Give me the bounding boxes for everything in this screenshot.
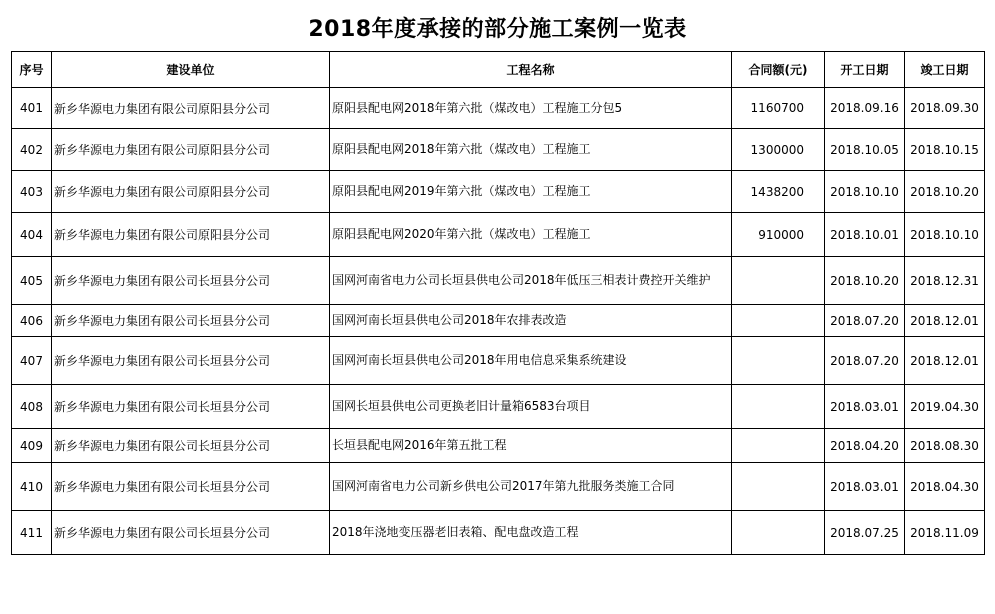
header-project: 工程名称 <box>330 52 732 88</box>
cell-end-date: 2018.10.15 <box>905 129 985 171</box>
cell-end-date: 2018.10.20 <box>905 171 985 213</box>
table-row <box>12 337 985 385</box>
projects-table <box>11 51 985 555</box>
cell-no: 404 <box>12 213 52 257</box>
cell-no: 408 <box>12 385 52 429</box>
table-row <box>12 129 985 171</box>
table-header-row <box>12 52 985 88</box>
cell-start-date: 2018.10.05 <box>825 129 905 171</box>
cell-unit: 新乡华源电力集团有限公司长垣县分公司 <box>52 337 330 385</box>
page-title: 2018年度承接的部分施工案例一览表 <box>308 17 687 42</box>
cell-start-date: 2018.04.20 <box>825 429 905 463</box>
cell-no: 402 <box>12 129 52 171</box>
cell-unit: 新乡华源电力集团有限公司长垣县分公司 <box>52 257 330 305</box>
table-row <box>12 429 985 463</box>
cell-end-date: 2018.11.09 <box>905 511 985 555</box>
cell-start-date: 2018.07.25 <box>825 511 905 555</box>
cell-no: 411 <box>12 511 52 555</box>
cell-no: 403 <box>12 171 52 213</box>
cell-no: 410 <box>12 463 52 511</box>
cell-no: 409 <box>12 429 52 463</box>
cell-project: 国网河南长垣县供电公司2018年农排表改造 <box>330 305 732 337</box>
cell-amount <box>732 429 825 463</box>
cell-unit: 新乡华源电力集团有限公司长垣县分公司 <box>52 511 330 555</box>
table-row <box>12 305 985 337</box>
cell-amount: 1160700 <box>732 88 825 129</box>
cell-project: 原阳县配电网2020年第六批（煤改电）工程施工 <box>330 213 732 257</box>
cell-unit: 新乡华源电力集团有限公司长垣县分公司 <box>52 385 330 429</box>
cell-no: 401 <box>12 88 52 129</box>
cell-start-date: 2018.07.20 <box>825 337 905 385</box>
cell-end-date: 2018.04.30 <box>905 463 985 511</box>
cell-end-date: 2018.09.30 <box>905 88 985 129</box>
table-row <box>12 171 985 213</box>
cell-end-date: 2018.08.30 <box>905 429 985 463</box>
cell-amount: 1300000 <box>732 129 825 171</box>
cell-amount <box>732 385 825 429</box>
cell-amount: 1438200 <box>732 171 825 213</box>
cell-no: 406 <box>12 305 52 337</box>
cell-project: 国网河南省电力公司长垣县供电公司2018年低压三相表计费控开关维护 <box>330 257 732 305</box>
cell-start-date: 2018.09.16 <box>825 88 905 129</box>
table-row <box>12 511 985 555</box>
table-row <box>12 463 985 511</box>
cell-start-date: 2018.03.01 <box>825 385 905 429</box>
cell-unit: 新乡华源电力集团有限公司长垣县分公司 <box>52 429 330 463</box>
cell-no: 405 <box>12 257 52 305</box>
cell-project: 原阳县配电网2018年第六批（煤改电）工程施工 <box>330 129 732 171</box>
cell-unit: 新乡华源电力集团有限公司长垣县分公司 <box>52 305 330 337</box>
cell-project: 原阳县配电网2018年第六批（煤改电）工程施工分包5 <box>330 88 732 129</box>
header-amount: 合同额(元) <box>732 52 825 88</box>
cell-project: 2018年浇地变压器老旧表箱、配电盘改造工程 <box>330 511 732 555</box>
cell-end-date: 2018.12.01 <box>905 337 985 385</box>
table-row <box>12 88 985 129</box>
cell-start-date: 2018.07.20 <box>825 305 905 337</box>
cell-unit: 新乡华源电力集团有限公司原阳县分公司 <box>52 129 330 171</box>
cell-amount <box>732 463 825 511</box>
cell-end-date: 2018.12.31 <box>905 257 985 305</box>
cell-no: 407 <box>12 337 52 385</box>
header-unit: 建设单位 <box>52 52 330 88</box>
table-row <box>12 213 985 257</box>
header-end-date: 竣工日期 <box>905 52 985 88</box>
cell-amount <box>732 305 825 337</box>
table-row <box>12 257 985 305</box>
cell-project: 国网河南省电力公司新乡供电公司2017年第九批服务类施工合同 <box>330 463 732 511</box>
header-start-date: 开工日期 <box>825 52 905 88</box>
cell-project: 国网河南长垣县供电公司2018年用电信息采集系统建设 <box>330 337 732 385</box>
cell-project: 国网长垣县供电公司更换老旧计量箱6583台项目 <box>330 385 732 429</box>
cell-start-date: 2018.10.20 <box>825 257 905 305</box>
cell-project: 原阳县配电网2019年第六批（煤改电）工程施工 <box>330 171 732 213</box>
cell-start-date: 2018.10.10 <box>825 171 905 213</box>
header-no: 序号 <box>12 52 52 88</box>
cell-start-date: 2018.03.01 <box>825 463 905 511</box>
cell-amount <box>732 337 825 385</box>
table-row <box>12 385 985 429</box>
cell-amount <box>732 511 825 555</box>
cell-unit: 新乡华源电力集团有限公司原阳县分公司 <box>52 171 330 213</box>
cell-end-date: 2018.10.10 <box>905 213 985 257</box>
cell-amount <box>732 257 825 305</box>
cell-end-date: 2019.04.30 <box>905 385 985 429</box>
cell-amount: 910000 <box>732 213 825 257</box>
cell-unit: 新乡华源电力集团有限公司原阳县分公司 <box>52 213 330 257</box>
cell-unit: 新乡华源电力集团有限公司原阳县分公司 <box>52 88 330 129</box>
cell-start-date: 2018.10.01 <box>825 213 905 257</box>
cell-project: 长垣县配电网2016年第五批工程 <box>330 429 732 463</box>
cell-end-date: 2018.12.01 <box>905 305 985 337</box>
cell-unit: 新乡华源电力集团有限公司长垣县分公司 <box>52 463 330 511</box>
